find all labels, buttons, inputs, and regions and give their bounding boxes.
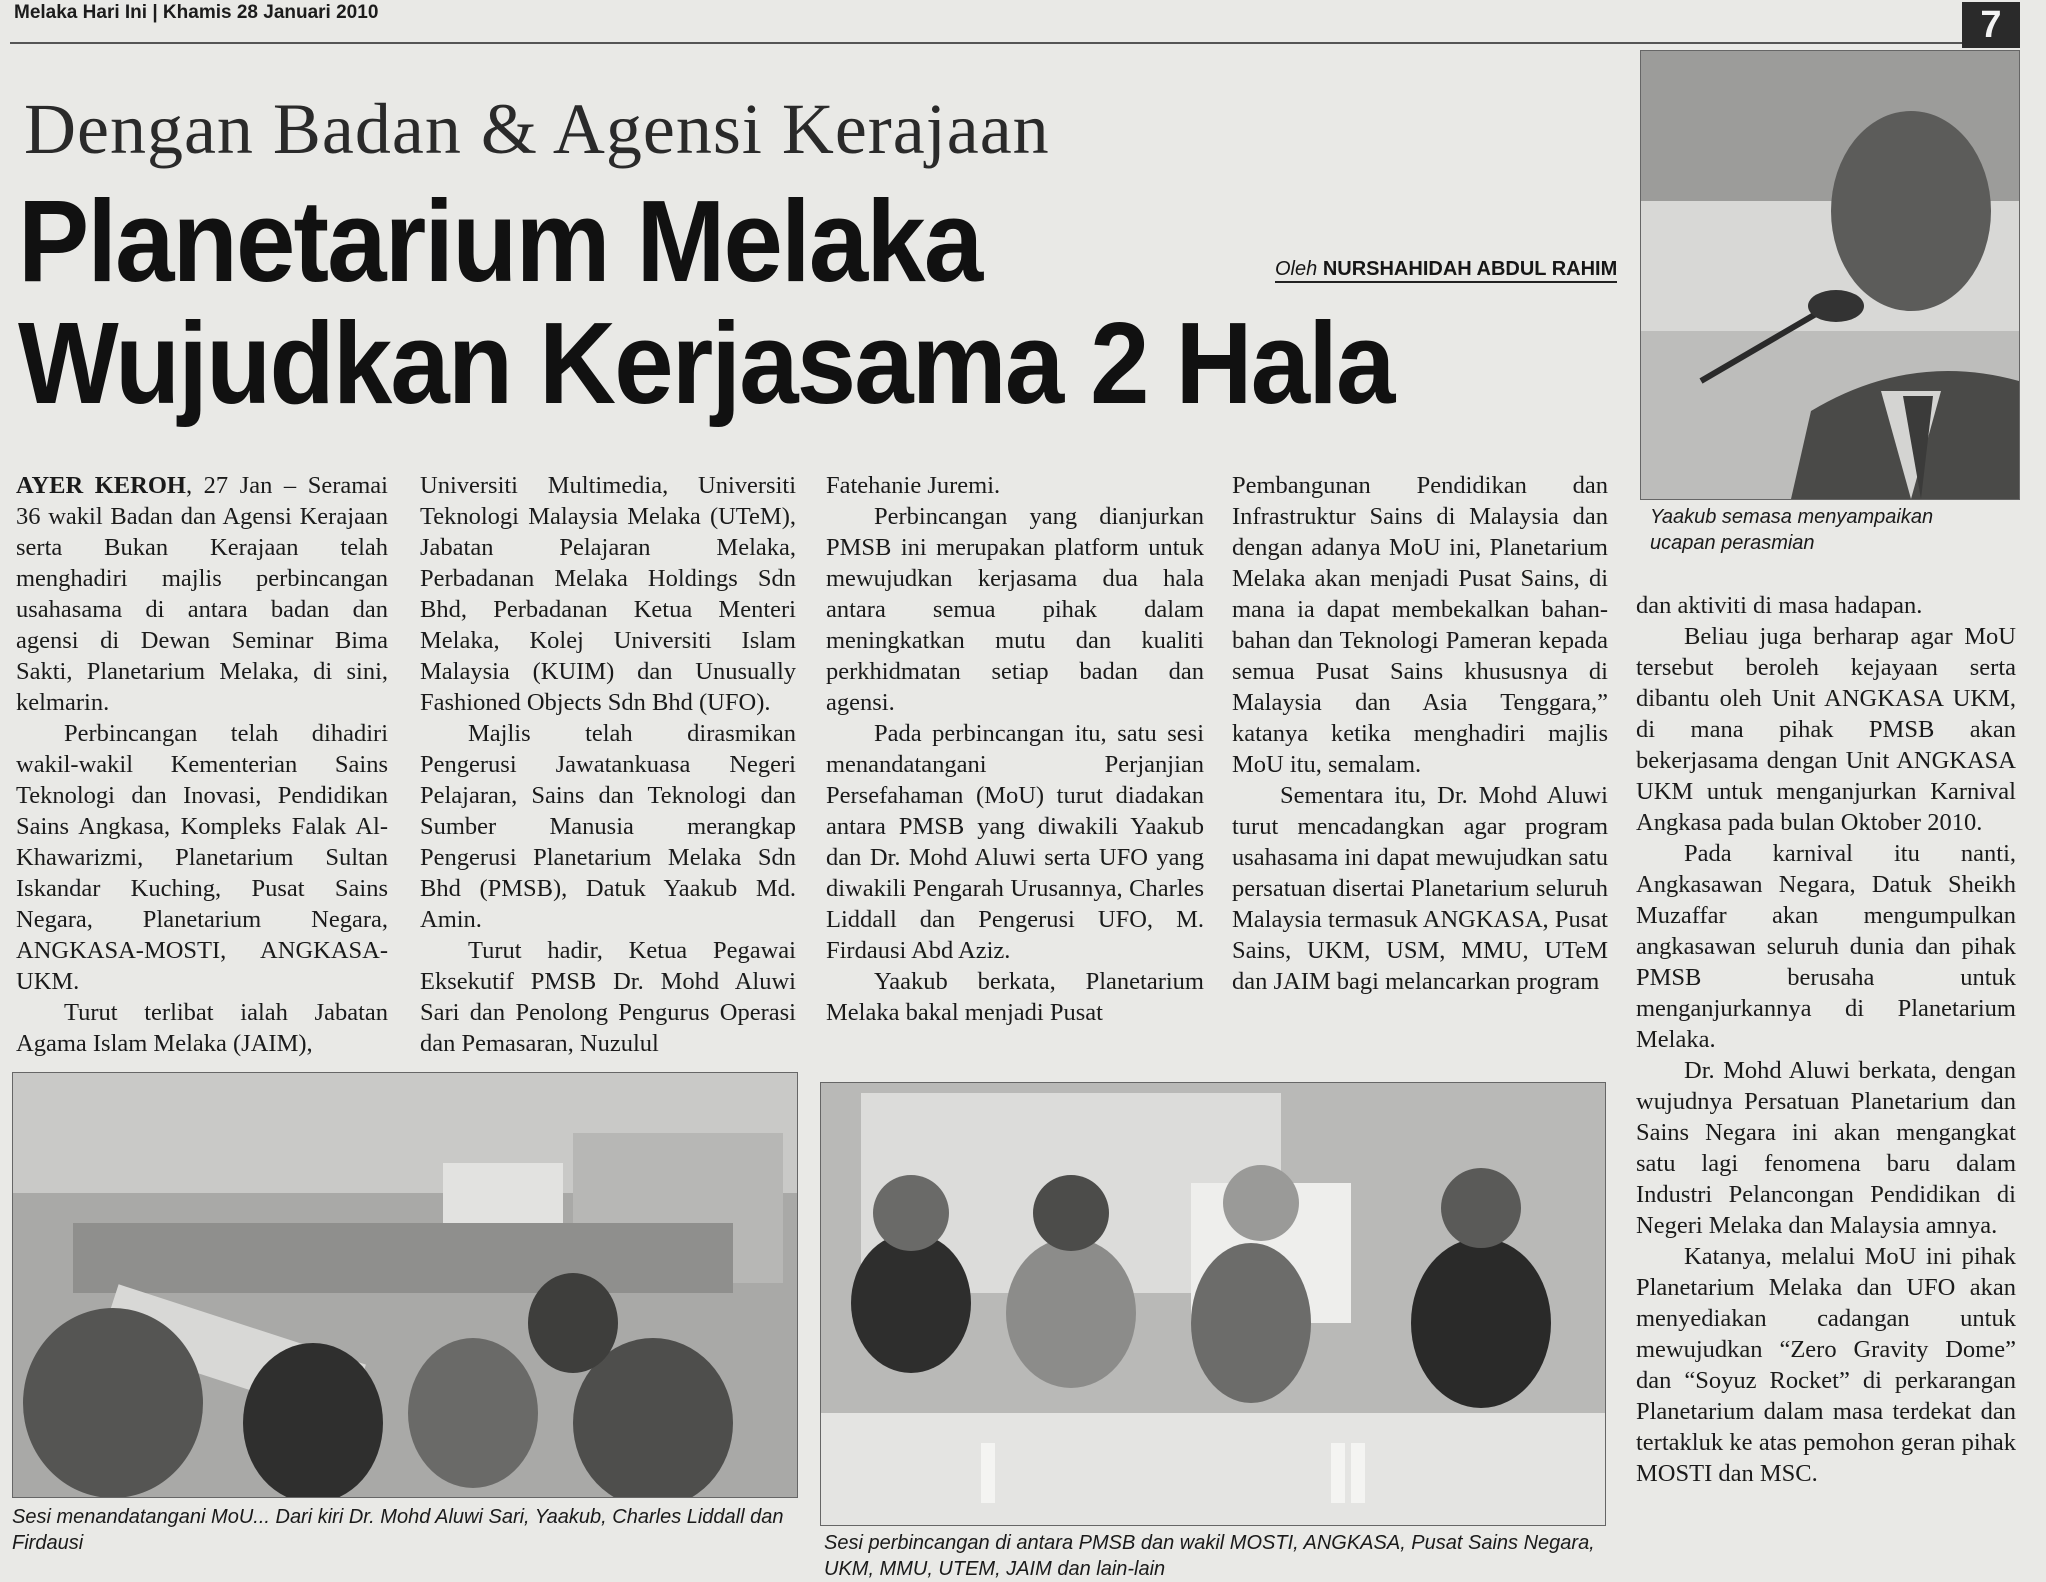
article-column-3 xyxy=(826,470,1204,1028)
article-column-5 xyxy=(1636,590,2016,1489)
column-1-paragraph-1 xyxy=(16,470,388,718)
column-2-paragraph-1: Universiti Multimedia, Universiti Teknologi Malaysia Melaka (UTeM), Jabatan Pelajaran Melaka, Perbadanan Melaka Holdings Sdn Bhd, Perbadanan Ketua Menteri Melaka, Kolej Universiti Islam Malaysia (KUIM) dan Unusually Fashioned Objects Sdn Bhd (UFO). xyxy=(420,472,796,716)
byline xyxy=(1275,258,1617,283)
kicker-headline: Dengan Badan & Agensi Kerajaan xyxy=(24,89,1050,169)
column-1-paragraph-2: Perbincangan telah dihadiri wakil-wakil Kementerian Sains Teknologi dan Inovasi, Pendidikan Sains Angkasa, Kompleks Falak Al-Khawarizmi, Planetarium Sultan Iskandar Kuching, Pusat Sains Negara, Planetarium Negara, ANGKASA-MOSTI, ANGKASA-UKM. xyxy=(16,720,388,995)
speaker-photo-caption xyxy=(1650,504,2020,556)
column-2-paragraph-2: Majlis telah dirasmikan Pengerusi Jawatankuasa Negeri Pelajaran, Sains dan Teknologi dan Sumber Manusia merangkap Pengerusi Planetarium Melaka Sdn Bhd (PMSB), Datuk Yaakub Md. Amin. xyxy=(420,720,796,933)
dateline: AYER KEROH xyxy=(16,472,186,499)
speaker-photo xyxy=(1640,50,2020,500)
caption-left-bold: Sesi menandatangani MoU... xyxy=(12,1506,270,1528)
column-5-paragraph-2: Beliau juga berharap agar MoU tersebut beroleh kejayaan serta dibantu oleh Unit ANGKASA UKM, di mana pihak PMSB akan bekerjasama dengan Unit ANGKASA UKM untuk menganjurkan Karnival Angkasa pada bulan Oktober 2010. xyxy=(1636,623,2016,836)
discussion-photo-illustration xyxy=(13,1073,797,1497)
masthead-rule xyxy=(10,42,1966,44)
main-headline xyxy=(18,176,1490,428)
mou-photo-caption: Sesi perbincangan di antara PMSB dan wakil MOSTI, ANGKASA, Pusat Sains Negara, UKM, MMU, UTEM, JAIM dan lain-lain xyxy=(824,1532,1595,1580)
column-1-paragraph-3: Turut terlibat ialah Jabatan Agama Islam Melaka (JAIM), xyxy=(16,999,388,1057)
discussion-photo xyxy=(12,1072,798,1498)
mou-signing-photo-illustration xyxy=(821,1083,1605,1525)
page-number: 7 xyxy=(1962,2,2020,48)
column-3-paragraph-4: Yaakub berkata, Planetarium Melaka bakal menjadi Pusat xyxy=(826,968,1204,1026)
discussion-photo-caption xyxy=(12,1504,796,1556)
column-4-paragraph-1: Pembangunan Pendidikan dan Infrastruktur Sains di Malaysia dan dengan adanya MoU ini, Planetarium Melaka akan menjadi Pusat Sains, di mana ia dapat membekalkan bahan-bahan dan Teknologi Pameran kepada semua Pusat Sains khususnya di Malaysia dan Asia Tenggara,” katanya ketika menghadiri majlis MoU itu, semalam. xyxy=(1232,472,1608,778)
column-5-paragraph-4: Dr. Mohd Aluwi berkata, dengan wujudnya Persatuan Planetarium dan Sains Negara ini akan mengangkat satu lagi fenomena baru dalam Industri Pelancongan Pendidikan di Negeri Melaka dan Malaysia amnya. xyxy=(1636,1057,2016,1239)
column-4-paragraph-2: Sementara itu, Dr. Mohd Aluwi turut mencadangkan agar program usahasama ini dapat mewujudkan satu persatuan disertai Planetarium seluruh Malaysia termasuk ANGKASA, Pusat Sains, UKM, USM, MMU, UTeM dan JAIM bagi melancarkan program xyxy=(1232,782,1608,995)
speaker-caption-line-1: Yaakub semasa menyampaikan xyxy=(1650,506,1934,528)
byline-author: NURSHAHIDAH ABDUL RAHIM xyxy=(1322,258,1618,280)
speaker-photo-illustration xyxy=(1641,51,2019,499)
headline-line-1: Planetarium Melaka xyxy=(18,176,982,306)
mou-signing-photo xyxy=(820,1082,1606,1526)
column-5-paragraph-1: dan aktiviti di masa hadapan. xyxy=(1636,592,1923,619)
byline-prefix: Oleh xyxy=(1275,258,1318,280)
masthead: Melaka Hari Ini | Khamis 28 Januari 2010 xyxy=(14,2,379,23)
column-3-paragraph-3: Pada perbincangan itu, satu sesi menandatangani Perjanjian Persefahaman (MoU) turut diadakan antara PMSB yang diwakili Yaakub dan Dr. Mohd Aluwi serta UFO yang diwakili Pengarah Urusannya, Charles Liddall dan Pengerusi UFO, M. Firdausi Abd Aziz. xyxy=(826,720,1204,964)
article-column-4 xyxy=(1232,470,1608,997)
caption-left-rest: Dari kiri Dr. Mohd Aluwi Sari, Yaakub, Charles Liddall dan Firdausi xyxy=(12,1506,784,1554)
column-5-paragraph-3: Pada karnival itu nanti, Angkasawan Negara, Datuk Sheikh Muzaffar akan mengumpulkan angkasawan seluruh dunia dan pihak PMSB berusaha untuk menganjurkannya di Planetarium Melaka. xyxy=(1636,840,2016,1053)
column-1-paragraph-1-text: , 27 Jan – Seramai 36 wakil Badan dan Agensi Kerajaan serta Bukan Kerajaan telah menghadiri majlis perbincangan usahasama di antara badan dan agensi di Dewan Seminar Bima Sakti, Planetarium Melaka, di sini, kelmarin. xyxy=(16,472,388,716)
speaker-caption-line-2: ucapan perasmian xyxy=(1650,532,1815,554)
headline-line-2: Wujudkan Kerjasama 2 Hala xyxy=(18,298,1394,428)
column-3-paragraph-2: Perbincangan yang dianjurkan PMSB ini merupakan platform untuk mewujudkan kerjasama dua hala antara semua pihak dalam meningkatkan mutu dan kualiti perkhidmatan setiap badan dan agensi. xyxy=(826,503,1204,716)
article-column-2 xyxy=(420,470,796,1059)
article-column-1 xyxy=(16,470,388,1059)
column-5-paragraph-5: Katanya, melalui MoU ini pihak Planetarium Melaka dan UFO akan menyediakan cadangan untuk mewujudkan “Zero Gravity Dome” dan “Soyuz Rocket” di perkarangan Planetarium dalam masa terdekat dan tertakluk ke atas pemohon geran pihak MOSTI dan MSC. xyxy=(1636,1243,2016,1487)
column-2-paragraph-3: Turut hadir, Ketua Pegawai Eksekutif PMSB Dr. Mohd Aluwi Sari dan Penolong Pengurus Operasi dan Pemasaran, Nuzulul xyxy=(420,937,796,1057)
column-3-paragraph-1: Fatehanie Juremi. xyxy=(826,472,1001,499)
